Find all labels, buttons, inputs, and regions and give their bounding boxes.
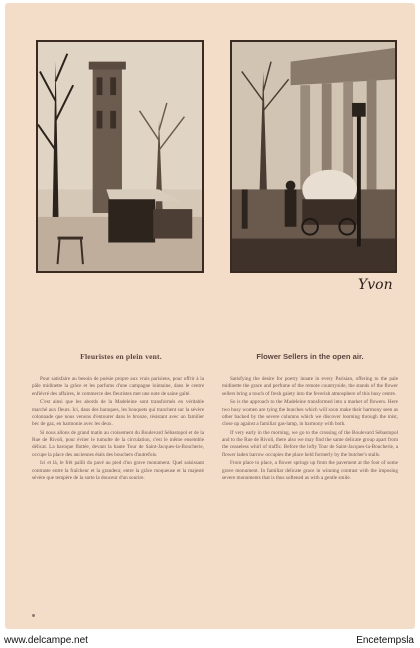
decorative-dot: [32, 614, 35, 617]
french-paragraph: Pour satisfaire au besoin de poésie propre aux vrais parisiens, pour offrir à la pâle midinette la grâce et les parfums d'une campagne lointaine, dans le centre enfiévré des affaires, le commerce des fleuristes met une note de saine gaîté.: [32, 376, 204, 397]
footer-seller-label: Encetempsla: [356, 635, 414, 646]
french-title: Fleuristes en plein vent.: [80, 352, 162, 361]
english-text-column: [222, 376, 398, 484]
english-paragraph: So is the approach to the Madeleine transformed into a market of flowers. Here two busy women are tying the bunches which will soon make their harmony seen as other backed by the severe columns which we discover looming through the mist, close up against a familiar gas-lamp, in harmony with both.: [222, 399, 398, 428]
french-paragraph: Ici et là, le frêt pailli du pavé au pied d'un grave monument. Quel saisissant contraste entre la fraîcheur et la grandeur, entre la grâce moqueuse et la majesté sévère que tempère de la sorte la douceur d'un sourire.: [32, 460, 204, 482]
tower-kiosk-illustration: [38, 42, 202, 271]
footer-site-label: www.delcampe.net: [4, 635, 88, 646]
french-text-column: [32, 376, 204, 484]
english-paragraph: Satisfying the desire for poetry innate in every Parisian, offering to the pale midinette the grace and perfume of the remote countryside, the stands of the flower sellers bring a touch of fresh gaiety into the feverish atmosphere of this busy centre.: [222, 376, 398, 397]
english-title: Flower Sellers in the open air.: [256, 352, 364, 361]
tower-kiosk-photo: [36, 40, 204, 273]
flower-cart-photo: [230, 40, 397, 273]
french-paragraph: C'est ainsi que les abords de la Madeleine sont transformés en véritable marché aux fleurs. Ici, dans des baraques, les bouquets qui tranchent sur la sévère colonnade que nous venons d'entourer dans le bronze, résistant avec un familier bec de gaz, en harmonie avec les deux.: [32, 399, 204, 428]
artist-signature: Yvon: [358, 277, 393, 293]
english-paragraph: If very early in the morning, we go to the crossing of the Boulevard Sébastopol and to the Rue de Rivoli, there also we may find the same delicate group apart from the ceaseless whirl of traffic. Before the lofty Tour de Saint-Jacques-la-Boucherie, a flower laden barrow occupies the place held formerly by the butcher's stalls.: [222, 429, 398, 458]
flower-cart-illustration: [232, 42, 395, 271]
english-paragraph: From place to place, a flower springs up from the pavement at the foot of some grave monument. In familiar delicate grace in winning contrast with the imposing severe monuments that is thus softened as with a gentle smile.: [222, 460, 398, 482]
french-paragraph: Si nous allons de grand matin au croisement du Boulevard Sébastopol et de la Rue de Rivoli, pour éviter le tumulte de la circulation, c'est le même ensemble délicat. La baroque flottée, devant la haute Tour de Saint-Jacques-la-Boucherie, occupe la place des anciennes étals des bouchers d'autrefois.: [32, 429, 204, 458]
